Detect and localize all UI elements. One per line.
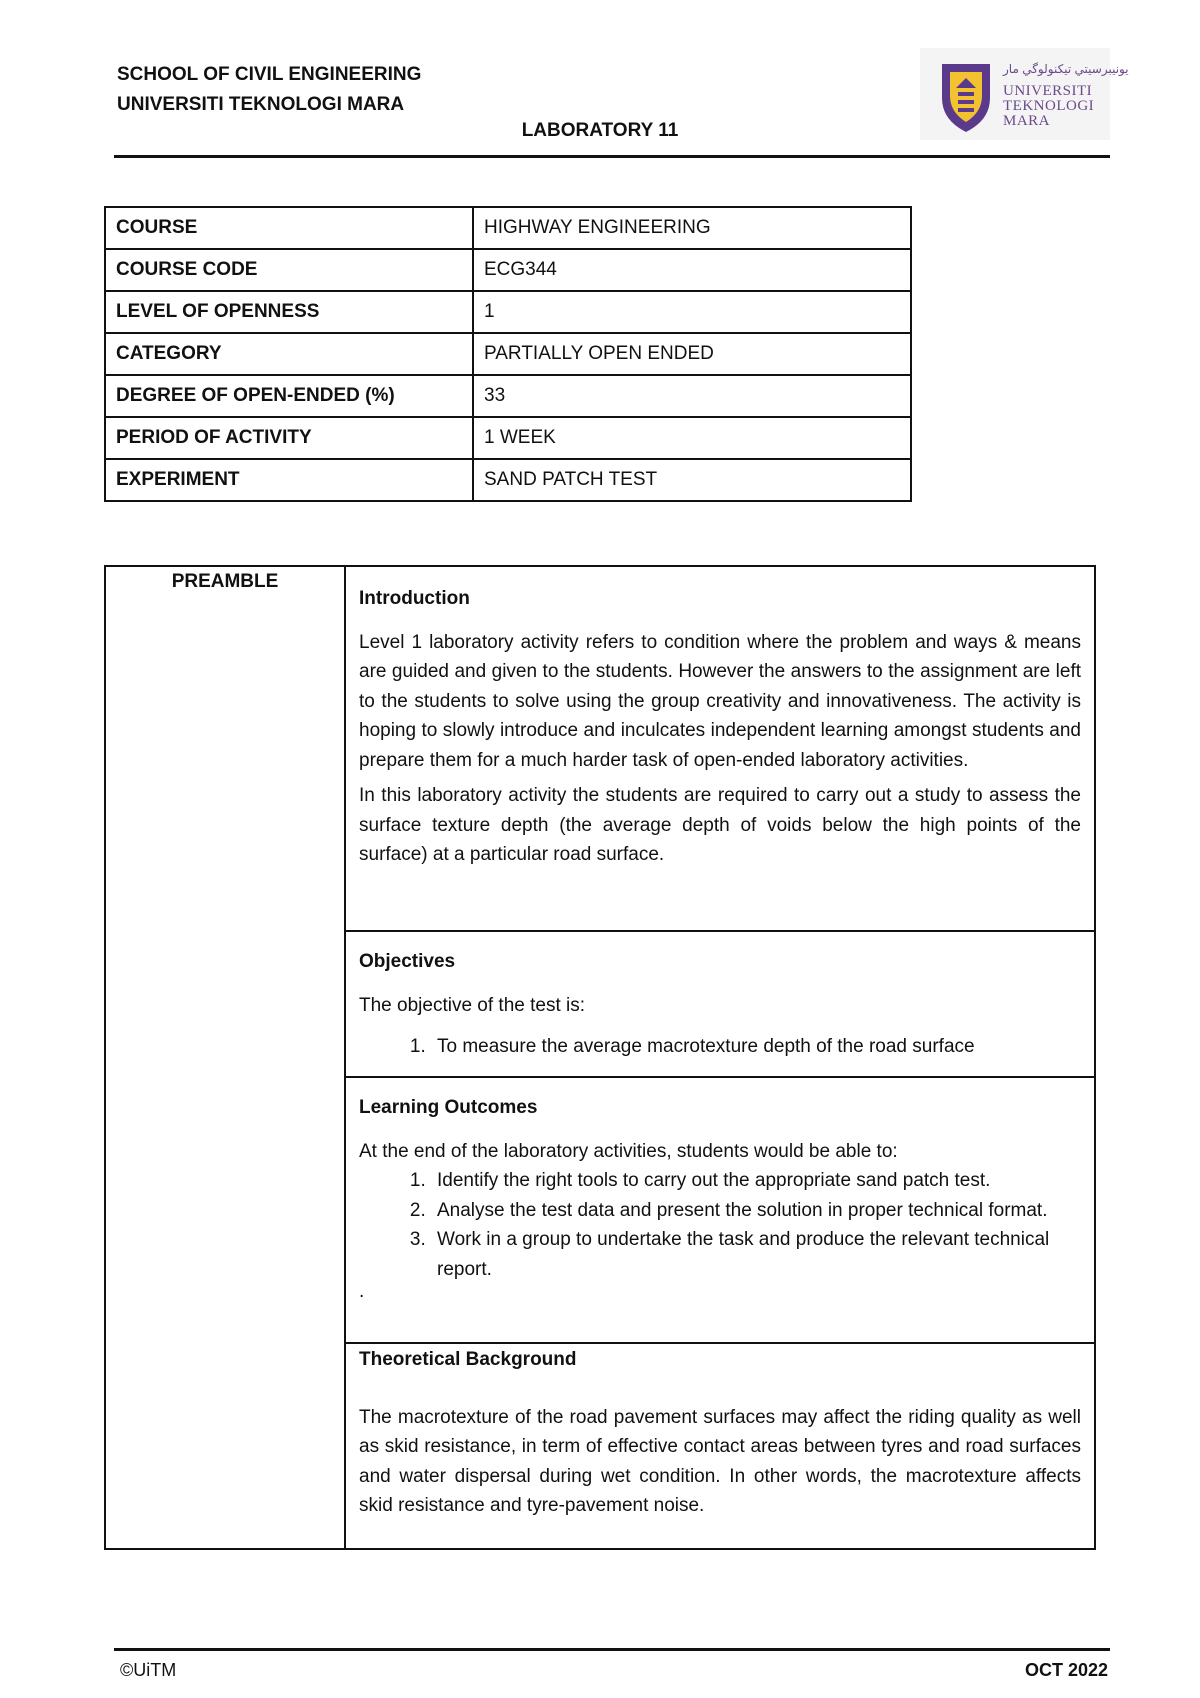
info-key: COURSE CODE <box>105 249 473 291</box>
introduction-paragraph: In this laboratory activity the students are required to carry out a study to assess the surface texture depth (the average depth of voids below the high points of the surface) at a particular road surface. <box>359 785 1081 865</box>
table-row <box>105 249 911 291</box>
footer-divider <box>114 1648 1110 1651</box>
list-item: 2. Analyse the test data and present the solution in proper technical format. <box>431 1196 1081 1226</box>
logo-line: MARA <box>1003 113 1051 129</box>
theory-heading: Theoretical Background <box>359 1349 577 1370</box>
header-divider <box>114 155 1110 158</box>
objectives-intro: The objective of the test is: <box>359 994 586 1016</box>
info-key: LEVEL OF OPENNESS <box>105 291 473 333</box>
course-info-table <box>104 206 912 502</box>
introduction-paragraph: Level 1 laboratory activity refers to condition where the problem and ways & means are guided and given to the students. However the answers to the assignment are left to the students to solve using the group creativity and innovativeness. The activity is hoping to slowly introduce and inculcates independent learning amongst students and prepare them for a much harder task of open-ended laboratory activities. <box>359 631 1081 771</box>
list-item: 1. To measure the average macrotexture depth of the road surface <box>431 1032 1081 1062</box>
info-key: DEGREE OF OPEN-ENDED (%) <box>105 375 473 417</box>
theory-cell <box>345 1343 1095 1549</box>
footer-date: OCT 2022 <box>1024 1660 1108 1680</box>
info-value: HIGHWAY ENGINEERING <box>473 207 911 249</box>
lab-title: LABORATORY 11 <box>521 120 679 141</box>
info-key: COURSE <box>105 207 473 249</box>
school-heading <box>117 60 421 120</box>
logo-jawi-text: ﯾﻮﻧﯿﺒﺮﺳﯿﺘﻲ ﺗﻴﻜﻨﻮﻟﻮﮔﻲ مار <box>1003 62 1129 76</box>
footer-copyright: ©UiTM <box>120 1660 177 1680</box>
info-key: CATEGORY <box>105 333 473 375</box>
preamble-table <box>104 565 1096 1550</box>
introduction-heading: Introduction <box>359 588 470 609</box>
info-value: 1 <box>473 291 911 333</box>
table-row <box>105 566 1095 931</box>
introduction-cell <box>345 566 1095 931</box>
info-key: PERIOD OF ACTIVITY <box>105 417 473 459</box>
table-row <box>105 375 911 417</box>
table-row <box>105 417 911 459</box>
school-name: SCHOOL OF CIVIL ENGINEERING <box>117 64 422 85</box>
table-row <box>105 207 911 249</box>
list-item: 1. Identify the right tools to carry out the appropriate sand patch test. <box>431 1166 1081 1196</box>
trailing-period: . <box>359 1281 365 1302</box>
objectives-list <box>359 1032 1081 1062</box>
learning-outcomes-heading: Learning Outcomes <box>359 1097 538 1118</box>
info-value: ECG344 <box>473 249 911 291</box>
table-row <box>105 333 911 375</box>
info-value: 1 WEEK <box>473 417 911 459</box>
logo-line: TEKNOLOGI <box>1003 98 1095 114</box>
preamble-label: PREAMBLE <box>105 566 345 1549</box>
info-value: SAND PATCH TEST <box>473 459 911 501</box>
info-value: PARTIALLY OPEN ENDED <box>473 333 911 375</box>
table-row <box>105 291 911 333</box>
objectives-cell <box>345 931 1095 1077</box>
university-name: UNIVERSITI TEKNOLOGI MARA <box>117 94 405 115</box>
theory-paragraph: The macrotexture of the road pavement surfaces may affect the riding quality as well as skid resistance, in term of effective contact areas between tyres and road surfaces and water dispersal during wet condition. In other words, the macrotexture affects skid resistance and tyre-pavement noise. <box>359 1406 1081 1516</box>
table-row <box>105 459 911 501</box>
list-item: 3. Work in a group to undertake the task and produce the relevant technical report. <box>431 1225 1081 1284</box>
learning-outcomes-list <box>359 1166 1081 1284</box>
logo-line: UNIVERSITI <box>1003 83 1093 99</box>
info-value: 33 <box>473 375 911 417</box>
objectives-heading: Objectives <box>359 951 456 972</box>
learning-outcomes-intro: At the end of the laboratory activities, students would be able to: <box>359 1140 898 1162</box>
learning-outcomes-cell <box>345 1077 1095 1343</box>
info-key: EXPERIMENT <box>105 459 473 501</box>
